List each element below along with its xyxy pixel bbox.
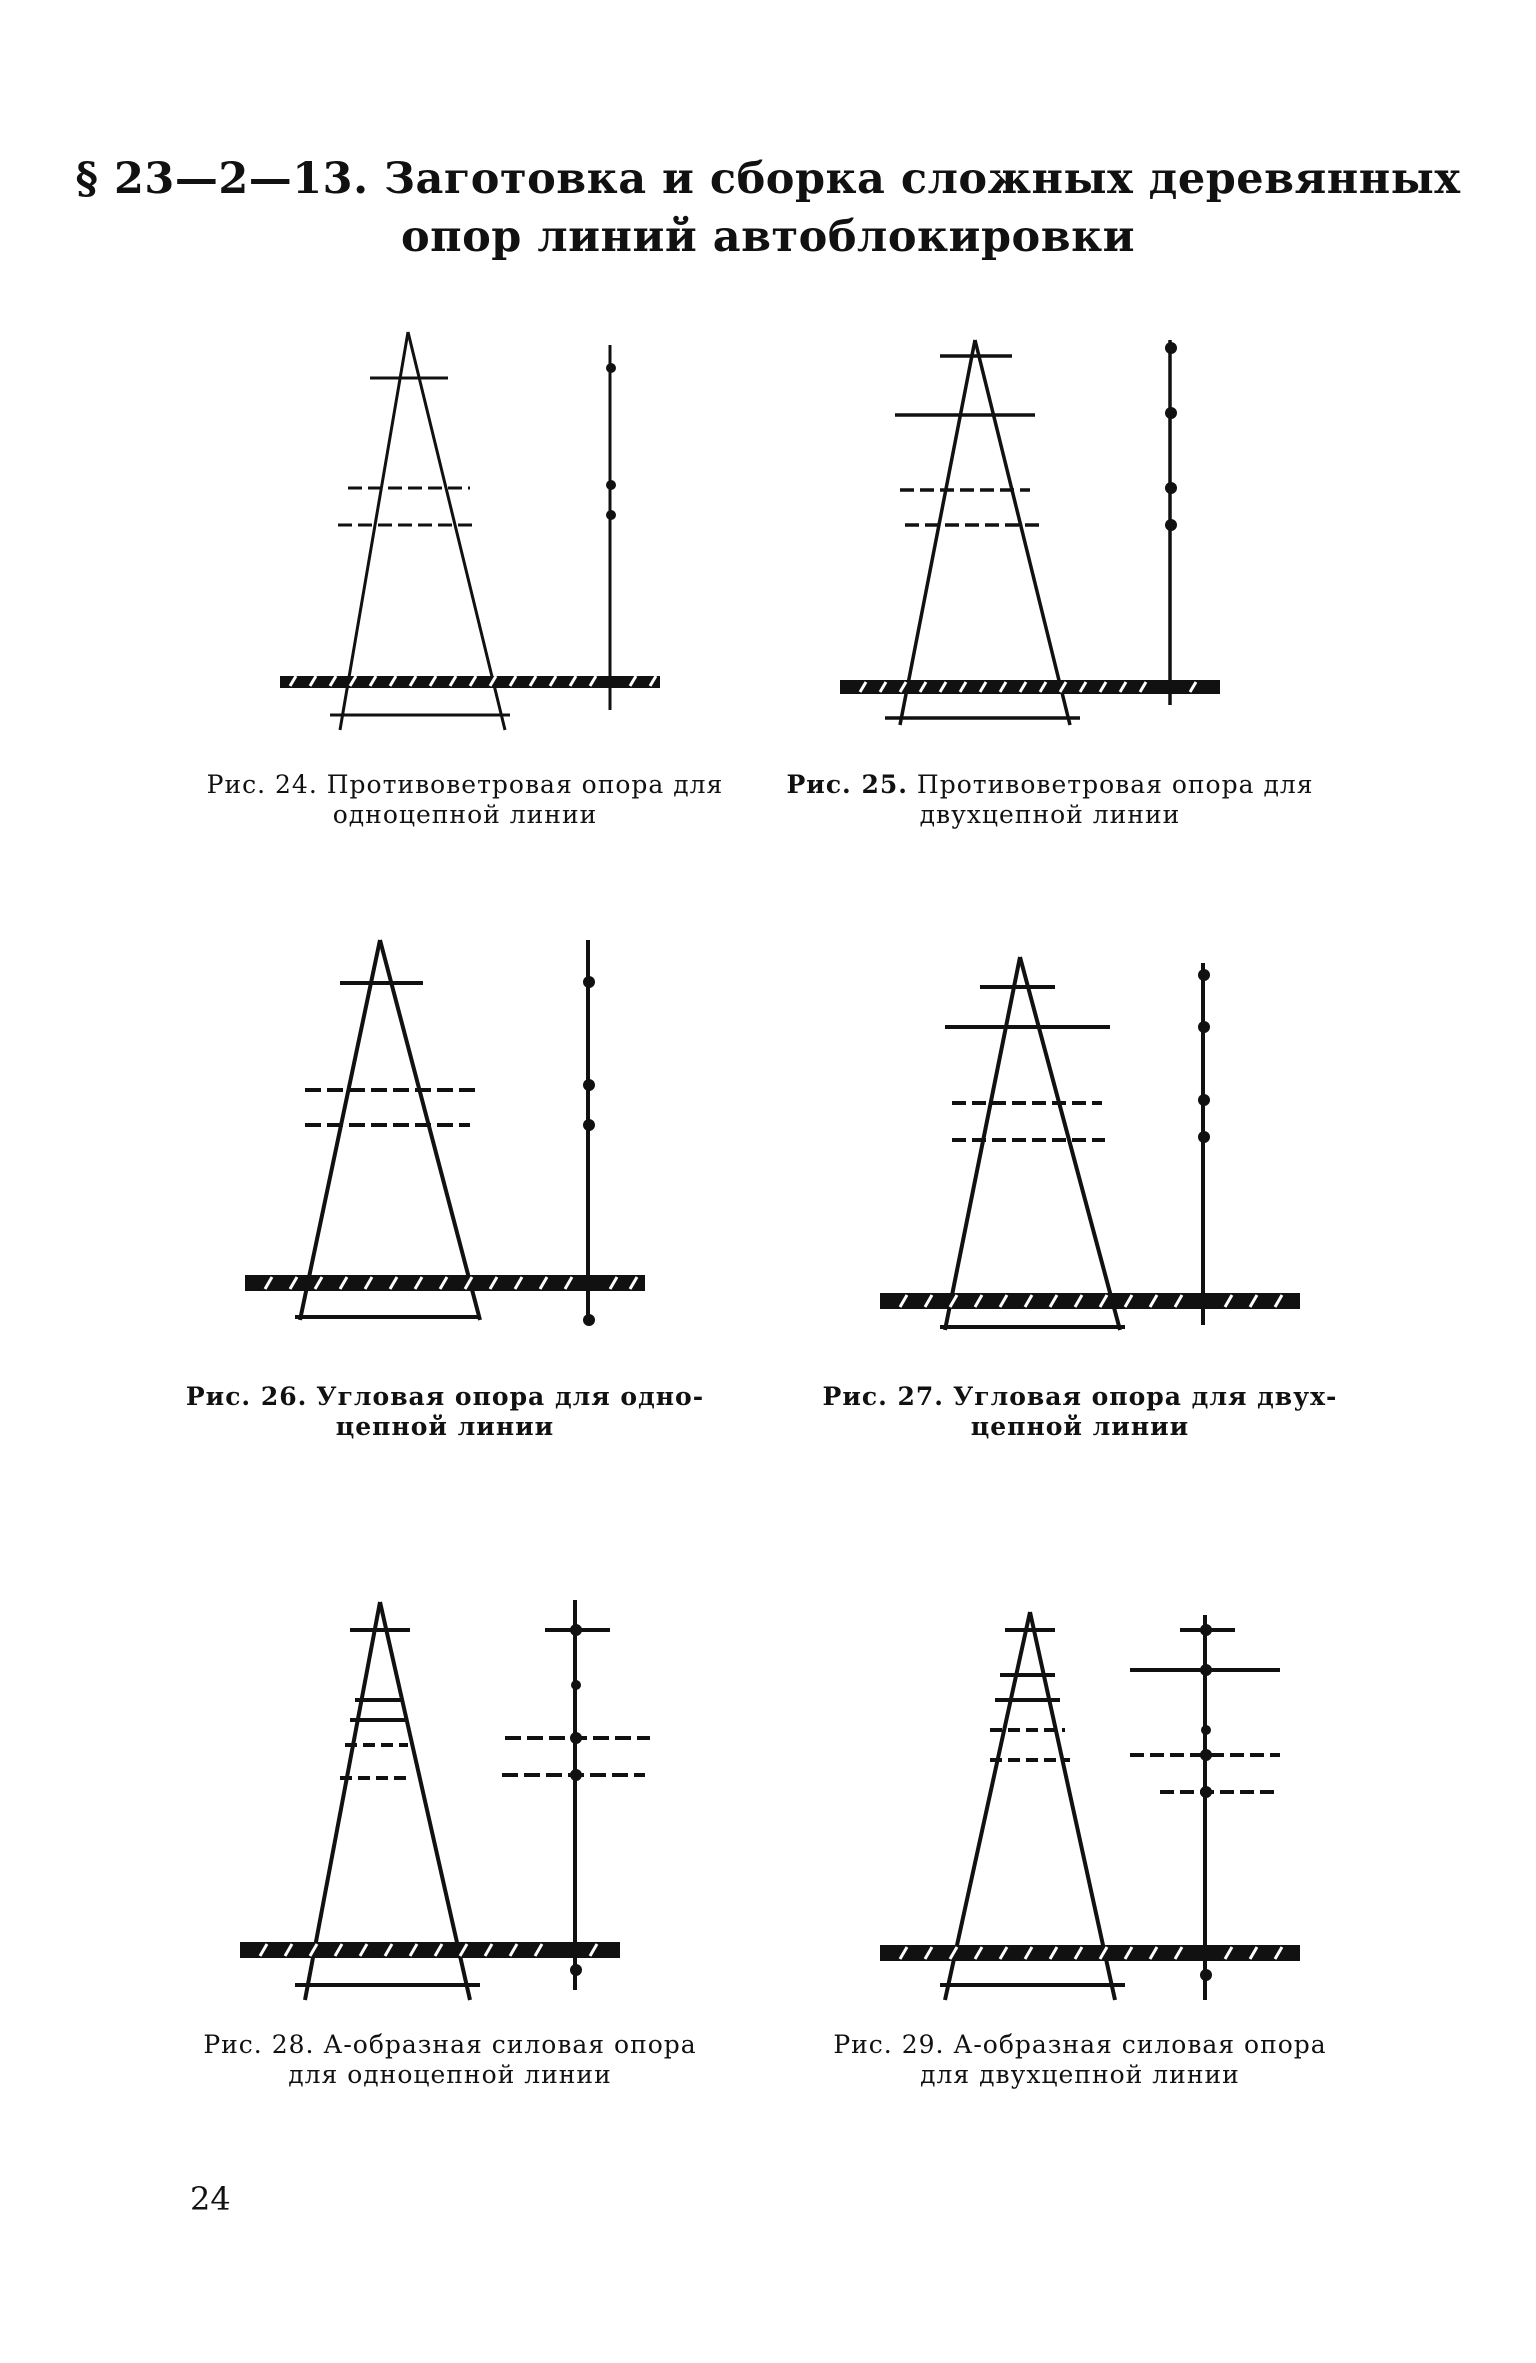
page-number: 24: [190, 2180, 231, 2218]
figure-29-drawing: [880, 1600, 1300, 2020]
figure-29-caption: [800, 2030, 1360, 2090]
figure-26-drawing: [245, 925, 665, 1345]
figure-25-text-line2: двухцепной линии: [919, 800, 1181, 829]
section-heading-line1: § 23—2—13. Заготовка и сборка сложных деревянных: [75, 154, 1461, 204]
figure-25-caption: [770, 770, 1330, 830]
figure-28-label: Рис. 28.: [203, 2030, 315, 2059]
figure-27-drawing: [880, 945, 1300, 1365]
figure-28-drawing: [240, 1590, 660, 2010]
figure-27-caption: [800, 1382, 1360, 1442]
figure-24-caption: [195, 770, 735, 830]
figure-26-text-line2: цепной линии: [335, 1412, 555, 1441]
figure-24-drawing: [280, 320, 700, 740]
figure-26-text-line1: Угловая опора для одно-: [316, 1382, 705, 1411]
figure-29-text-line2: для двухцепной линии: [920, 2060, 1240, 2089]
figure-25-drawing: [840, 320, 1260, 740]
section-heading: [0, 150, 1536, 266]
figure-28-caption: [170, 2030, 730, 2090]
figure-28-text-line2: для одноцепной линии: [288, 2060, 612, 2089]
figure-29-label: Рис. 29.: [833, 2030, 945, 2059]
figure-25-label: Рис. 25.: [786, 770, 908, 799]
figure-24-label: Рис. 24.: [206, 770, 318, 799]
figure-25-text-line1: Противоветровая опора для: [916, 770, 1314, 799]
figure-24-text-line2: одноцепной линии: [332, 800, 598, 829]
figure-28-text-line1: А-образная силовая опора: [323, 2030, 697, 2059]
figure-27-text-line1: Угловая опора для двух-: [952, 1382, 1338, 1411]
figure-26-caption: [165, 1382, 725, 1442]
figure-27-text-line2: цепной линии: [970, 1412, 1190, 1441]
figure-24-text-line1: Противоветровая опора для: [326, 770, 724, 799]
figure-27-label: Рис. 27.: [822, 1382, 945, 1411]
figure-26-label: Рис. 26.: [185, 1382, 308, 1411]
figure-29-text-line1: А-образная силовая опора: [953, 2030, 1327, 2059]
section-heading-line2: опор линий автоблокировки: [400, 212, 1136, 262]
